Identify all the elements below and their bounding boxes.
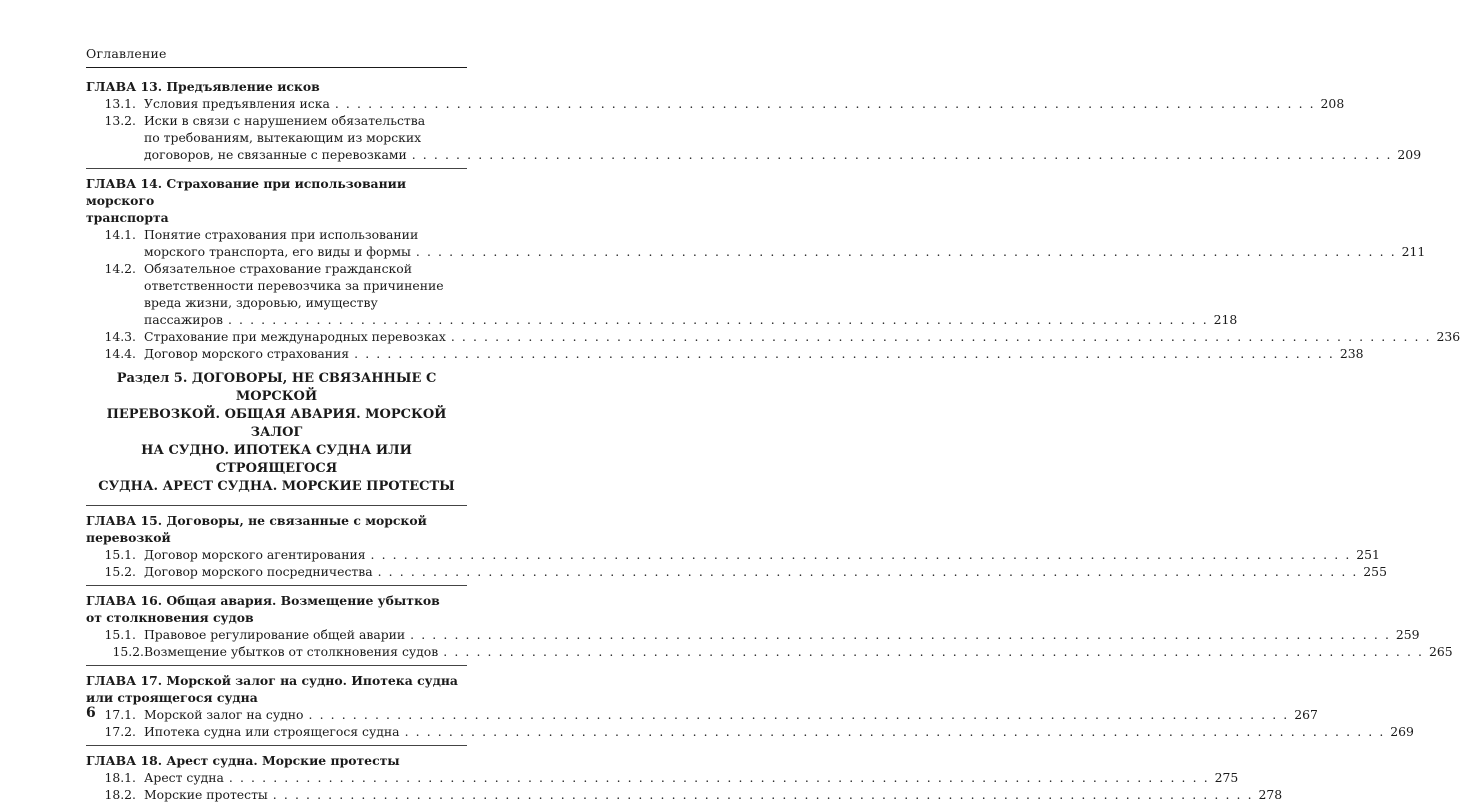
chapter-title-line: ГЛАВА 17. Морской залог на судно. Ипотека судна	[86, 673, 458, 688]
chapter-16	[86, 592, 1453, 660]
entry-number: 14.4.	[104, 346, 136, 361]
entry-title: Правовое регулирование общей аварии	[144, 627, 406, 642]
entry-number: 14.2.	[104, 261, 136, 276]
entry-number: 17.2.	[104, 724, 136, 739]
toc-entry[interactable]	[86, 260, 1238, 328]
entry-title: Страхование при международных перевозках	[144, 329, 446, 344]
toc-entry[interactable]	[86, 226, 1426, 260]
entry-title: вреда жизни, здоровью, имуществу	[144, 295, 378, 310]
entry-title: Условия предъявления иска	[144, 96, 330, 111]
chapter-15	[86, 512, 1387, 580]
chapter-title-line: от столкновения судов	[86, 610, 254, 625]
chapter-title-line: транспорта	[86, 210, 169, 225]
divider	[86, 665, 467, 666]
toc-entry[interactable]	[86, 626, 1420, 643]
toc-entry[interactable]	[86, 328, 1460, 345]
page-number: 259	[1395, 627, 1420, 642]
entry-title: Арест судна	[144, 770, 224, 785]
entry-number: 13.2.	[104, 113, 136, 128]
chapter-title	[86, 512, 467, 546]
leader-dots	[412, 146, 1392, 163]
divider	[86, 585, 467, 586]
chapter-title	[86, 175, 467, 226]
entry-title: Договор морского страхования	[144, 346, 350, 361]
page-number: 269	[1390, 724, 1414, 739]
leader-dots	[354, 345, 1334, 362]
toc-entry[interactable]	[86, 112, 1422, 163]
entry-title: ответственности перевозчика за причинение	[144, 278, 444, 293]
entry-title: Обязательное страхование гражданской	[144, 261, 412, 276]
leader-dots	[451, 328, 1431, 345]
chapter-title-line: ГЛАВА 14. Страхование при использовании морского	[86, 176, 407, 208]
page-number: 251	[1356, 547, 1380, 562]
toc-entry[interactable]	[86, 643, 1453, 660]
entry-title: Морские протесты	[144, 787, 268, 802]
page-number: 275	[1214, 770, 1239, 785]
entry-title: Возмещение убытков от столкновения судов	[144, 644, 439, 659]
divider	[86, 168, 467, 169]
chapter-title	[86, 592, 467, 626]
toc-entry[interactable]	[86, 563, 1387, 580]
chapter-title: ГЛАВА 18. Арест судна. Морские протесты	[86, 753, 400, 768]
entry-title: пассажиров	[144, 312, 223, 327]
entry-number: 15.1.	[104, 627, 136, 642]
page-number: 265	[1428, 644, 1453, 659]
section-heading-line: ПЕРЕВОЗКОЙ. ОБЩАЯ АВАРИЯ. МОРСКОЙ ЗАЛОГ	[106, 407, 447, 440]
entry-title: по требованиям, вытекающим из морских	[144, 130, 422, 145]
page-number: 218	[1213, 312, 1238, 327]
section-heading	[94, 370, 459, 496]
entry-number: 14.1.	[104, 227, 136, 242]
entry-title: Договор морского агентирования	[144, 547, 366, 562]
header-rule	[86, 67, 467, 68]
leader-dots	[273, 786, 1253, 803]
section-heading-line: Раздел 5. ДОГОВОРЫ, НЕ СВЯЗАННЫЕ С МОРСКОЙ	[116, 371, 437, 404]
leader-dots	[416, 243, 1396, 260]
toc-entry[interactable]	[86, 95, 1345, 112]
entry-title: договоров, не связанные с перевозками	[144, 147, 407, 162]
leader-dots	[371, 546, 1351, 563]
chapter-title	[86, 672, 467, 706]
page-number: 236	[1436, 329, 1460, 344]
page-number: 208	[1320, 96, 1345, 111]
leader-dots	[309, 706, 1289, 723]
table-of-contents	[86, 78, 1460, 806]
entry-number: 18.2.	[104, 787, 136, 802]
chapter-14	[86, 175, 1460, 362]
leader-dots	[405, 723, 1385, 740]
toc-entry[interactable]	[86, 706, 1318, 723]
leader-dots	[443, 643, 1423, 660]
entry-title: Морской залог на судно	[144, 707, 304, 722]
section-heading-line: СУДНА. АРЕСТ СУДНА. МОРСКИЕ ПРОТЕСТЫ	[98, 479, 455, 494]
chapter-13	[86, 78, 1422, 163]
divider	[86, 745, 467, 746]
leader-dots	[335, 95, 1315, 112]
entry-number: 15.2.	[104, 564, 136, 579]
chapter-title-line: ГЛАВА 16. Общая авария. Возмещение убытков	[86, 593, 440, 608]
page-number: 211	[1401, 244, 1426, 259]
entry-title: Ипотека судна или строящегося судна	[144, 724, 400, 739]
page-number: 255	[1363, 564, 1387, 579]
toc-entry[interactable]	[86, 786, 1283, 803]
page-number: 238	[1339, 346, 1364, 361]
entry-number: 15.2.	[112, 644, 144, 659]
running-head: Оглавление	[86, 46, 167, 61]
entry-number: 13.1.	[104, 96, 136, 111]
page-folio: 6	[86, 705, 96, 721]
entry-title: Понятие страхования при использовании	[144, 227, 419, 242]
toc-entry[interactable]	[86, 769, 1239, 786]
entry-title: Договор морского посредничества	[144, 564, 373, 579]
entry-title: Иски в связи с нарушением обязательства	[144, 113, 426, 128]
toc-entry[interactable]	[86, 546, 1380, 563]
chapter-title-line: перевозкой	[86, 530, 171, 545]
page-number: 278	[1258, 787, 1283, 802]
leader-dots	[228, 311, 1208, 328]
page-number: 267	[1294, 707, 1318, 722]
section-heading-line: НА СУДНО. ИПОТЕКА СУДНА ИЛИ СТРОЯЩЕГОСЯ	[141, 443, 412, 476]
page-number: 209	[1397, 147, 1422, 162]
chapter-title-line: или строящегося судна	[86, 690, 258, 705]
entry-title: морского транспорта, его виды и формы	[144, 244, 411, 259]
chapter-17	[86, 672, 1414, 740]
leader-dots	[378, 563, 1358, 580]
chapter-title: ГЛАВА 13. Предъявление исков	[86, 79, 320, 94]
divider	[86, 505, 467, 506]
chapter-title-line: ГЛАВА 15. Договоры, не связанные с морской	[86, 513, 427, 528]
leader-dots	[229, 769, 1209, 786]
leader-dots	[410, 626, 1390, 643]
entry-number: 15.1.	[104, 547, 136, 562]
toc-entry[interactable]	[86, 723, 1414, 740]
entry-number: 17.1.	[104, 707, 136, 722]
chapter-18	[86, 752, 1283, 803]
entry-number: 14.3.	[104, 329, 136, 344]
entry-number: 18.1.	[104, 770, 136, 785]
toc-entry[interactable]	[86, 345, 1364, 362]
